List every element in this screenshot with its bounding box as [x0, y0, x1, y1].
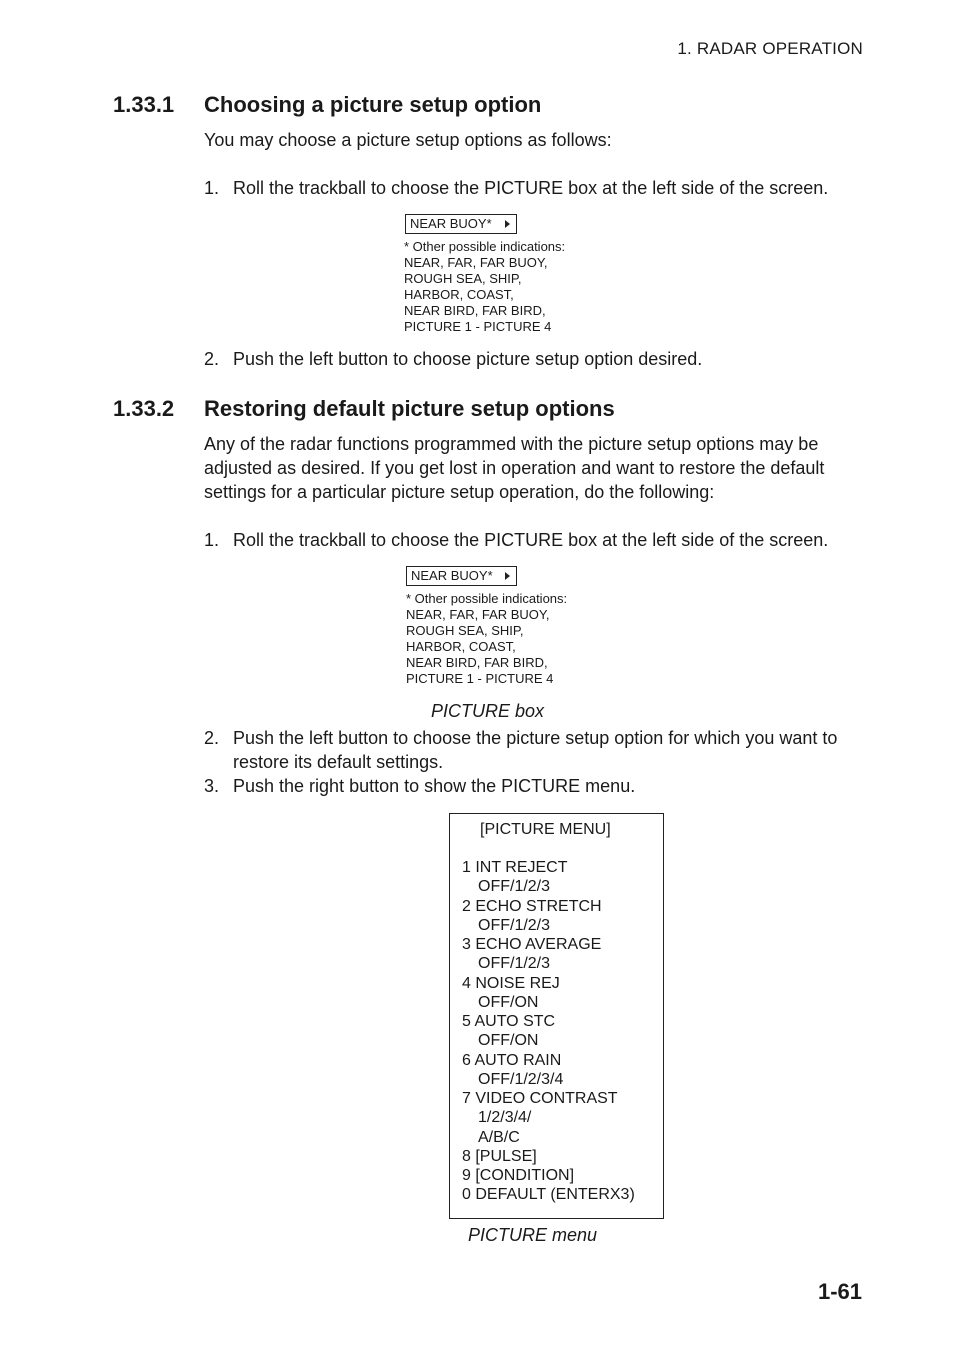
menu-item: 5 AUTO STC — [462, 1013, 556, 1030]
picture-box-caption: PICTURE box — [431, 701, 545, 721]
menu-item-options: 1/2/3/4/ — [478, 1109, 532, 1126]
picture-box-label: NEAR BUOY* — [410, 216, 492, 231]
triangle-right-icon — [505, 220, 510, 228]
step-item — [204, 774, 864, 798]
indication-line: NEAR, FAR, FAR BUOY, — [406, 607, 550, 622]
section-heading-1 — [113, 92, 813, 120]
step-item — [204, 347, 864, 371]
menu-item: 7 VIDEO CONTRAST — [462, 1090, 618, 1107]
indication-line: * Other possible indications: — [404, 239, 566, 254]
menu-item-options: OFF/1/2/3/4 — [478, 1071, 564, 1088]
step-text-line: restore its default settings. — [233, 752, 444, 772]
step-text-line: Push the left button to choose the picture setup option for which you want to — [233, 728, 838, 748]
menu-item-options: OFF/ON — [478, 994, 539, 1011]
section-title: Restoring default picture setup options — [204, 396, 615, 421]
step-number: 1. — [204, 178, 220, 198]
picture-box-label: NEAR BUOY* — [411, 568, 493, 583]
indication-line: NEAR, FAR, FAR BUOY, — [404, 255, 548, 270]
indication-line: PICTURE 1 - PICTURE 4 — [406, 671, 554, 686]
menu-item: 3 ECHO AVERAGE — [462, 936, 602, 953]
picture-box[interactable] — [406, 566, 517, 586]
menu-item: 2 ECHO STRETCH — [462, 898, 602, 915]
step-number: 2. — [204, 349, 220, 369]
indication-line: PICTURE 1 - PICTURE 4 — [404, 319, 552, 334]
paragraph-line: settings for a particular picture setup operation, do the following: — [204, 482, 715, 502]
page-number: 1-61 — [817, 1279, 862, 1304]
section-paragraph — [204, 432, 824, 504]
indication-line: NEAR BIRD, FAR BIRD, — [404, 303, 546, 318]
menu-item: 8 [PULSE] — [462, 1148, 537, 1165]
step-item — [204, 528, 864, 552]
section-number: 1.33.2 — [113, 396, 175, 421]
section-intro: You may choose a picture setup options as follows: — [204, 130, 612, 150]
step-text: Push the left button to choose picture setup option desired. — [233, 349, 703, 369]
running-header: 1. RADAR OPERATION — [677, 39, 863, 58]
section-number: 1.33.1 — [113, 92, 175, 117]
step-text: Roll the trackball to choose the PICTURE box at the left side of the screen. — [233, 530, 829, 550]
indication-line: ROUGH SEA, SHIP, — [404, 271, 522, 286]
step-item — [204, 726, 864, 774]
menu-item: 1 INT REJECT — [462, 859, 568, 876]
menu-item: 4 NOISE REJ — [462, 975, 560, 992]
menu-item-options: OFF/1/2/3 — [478, 917, 551, 934]
step-number: 1. — [204, 530, 220, 550]
step-text: Roll the trackball to choose the PICTURE box at the left side of the screen. — [233, 178, 829, 198]
menu-title: [PICTURE MENU] — [480, 821, 611, 838]
menu-item-options: OFF/1/2/3 — [478, 878, 551, 895]
menu-item: 0 DEFAULT (ENTERX3) — [462, 1186, 635, 1203]
indication-line: HARBOR, COAST, — [404, 287, 514, 302]
menu-item-options: A/B/C — [478, 1129, 520, 1146]
step-text: Push the right button to show the PICTURE menu. — [233, 776, 636, 796]
triangle-right-icon — [505, 572, 510, 580]
menu-item: 9 [CONDITION] — [462, 1167, 575, 1184]
picture-menu-caption: PICTURE menu — [468, 1225, 598, 1245]
step-text — [233, 726, 864, 774]
step-item — [204, 176, 864, 200]
paragraph-line: Any of the radar functions programmed with the picture setup options may be — [204, 434, 819, 454]
indications-list — [406, 591, 567, 687]
indication-line: NEAR BIRD, FAR BIRD, — [406, 655, 548, 670]
step-number: 2. — [204, 728, 220, 748]
picture-menu — [449, 813, 664, 1219]
indications-list — [404, 239, 565, 335]
section-heading-2 — [113, 396, 813, 424]
indication-line: ROUGH SEA, SHIP, — [406, 623, 524, 638]
indication-line: * Other possible indications: — [406, 591, 568, 606]
indication-line: HARBOR, COAST, — [406, 639, 516, 654]
step-number: 3. — [204, 776, 220, 796]
picture-box[interactable] — [405, 214, 517, 234]
paragraph-line: adjusted as desired. If you get lost in operation and want to restore the default — [204, 458, 825, 478]
menu-item-options: OFF/1/2/3 — [478, 955, 551, 972]
menu-item: 6 AUTO RAIN — [462, 1052, 562, 1069]
section-title: Choosing a picture setup option — [204, 92, 542, 117]
menu-item-options: OFF/ON — [478, 1032, 539, 1049]
